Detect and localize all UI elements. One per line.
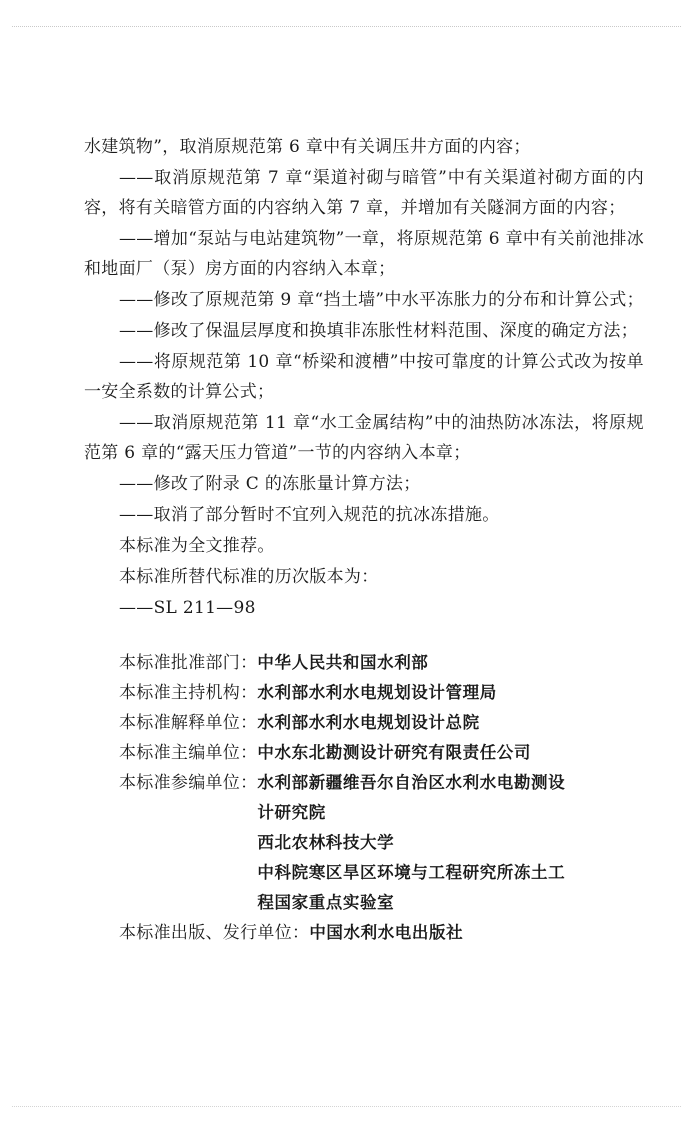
info-hosting-organization [119,678,644,708]
info-value: 中华人民共和国水利部 [257,653,429,672]
paragraph-continued: 水建筑物”，取消原规范第 6 章中有关调压井方面的内容； [84,137,531,157]
list-item-canal-lining: ——取消原规范第 7 章“渠道衬砌与暗管”中有关渠道衬砌方面的内容，将有关暗管方面的内容纳入第 7 章，并增加有关隧洞方面的内容； [84,168,644,218]
info-label: 本标准解释单位： [119,713,258,733]
info-participating-units [119,768,644,918]
list-item-appendix-c: ——修改了附录 C 的冻胀量计算方法； [119,474,421,494]
info-value: 水利部新疆维吾尔自治区水利水电勘测设 [257,773,566,792]
info-publisher [119,918,644,948]
previous-versions-heading: 本标准所替代标准的历次版本为： [119,567,379,587]
info-label: 本标准主编单位： [119,743,258,763]
info-value: 中国水利水电出版社 [309,923,464,942]
top-scan-edge [12,26,681,27]
list-item-anti-ice-measures: ——取消了部分暂时不宜列入规范的抗冰冻措施。 [119,505,500,525]
info-approval-department [119,648,644,678]
section-spacer [84,624,644,648]
list-item-bridge-aqueduct: ——将原规范第 10 章“桥梁和渡槽”中按可靠度的计算公式改为按单一安全系数的计算公式； [84,352,644,402]
page-content [84,132,644,948]
info-values [257,678,644,708]
info-value: 中科院寒区旱区环境与工程研究所冻土工 [257,863,566,882]
info-value: 水利部水利水电规划设计总院 [257,713,480,732]
info-value: 程国家重点实验室 [257,893,395,912]
list-item-retaining-wall: ——修改了原规范第 9 章“挡土墙”中水平冻胀力的分布和计算公式； [119,290,644,310]
info-chief-editor-unit [119,738,644,768]
info-label: 本标准批准部门： [119,653,258,673]
info-values [257,738,644,768]
info-label: 本标准出版、发行单位： [119,923,310,943]
info-value: 水利部水利水电规划设计管理局 [257,683,497,702]
info-value: 西北农林科技大学 [257,833,395,852]
list-item-metal-structure: ——取消原规范第 11 章“水工金属结构”中的油热防冰冻法，将原规范第 6 章的“露天压力管道”一节的内容纳入本章； [84,413,644,463]
info-values [309,918,644,948]
info-values [257,648,644,678]
info-interpretation-unit [119,708,644,738]
info-label: 本标准主持机构： [119,683,258,703]
bottom-scan-edge [12,1106,681,1107]
list-item-insulation: ——修改了保温层厚度和换填非冻胀性材料范围、深度的确定方法； [119,321,638,341]
info-values [257,768,644,918]
info-label: 本标准参编单位： [119,773,258,793]
recommendation-statement: 本标准为全文推荐。 [119,536,275,556]
previous-version-item: ——SL 211—98 [119,598,256,618]
list-item-pump-station: ——增加“泵站与电站建筑物”一章，将原规范第 6 章中有关前池排冰和地面厂（泵）房方面的内容纳入本章； [84,229,644,279]
info-values [257,708,644,738]
info-value: 计研究院 [257,803,326,822]
info-value: 中水东北勘测设计研究有限责任公司 [257,743,532,762]
